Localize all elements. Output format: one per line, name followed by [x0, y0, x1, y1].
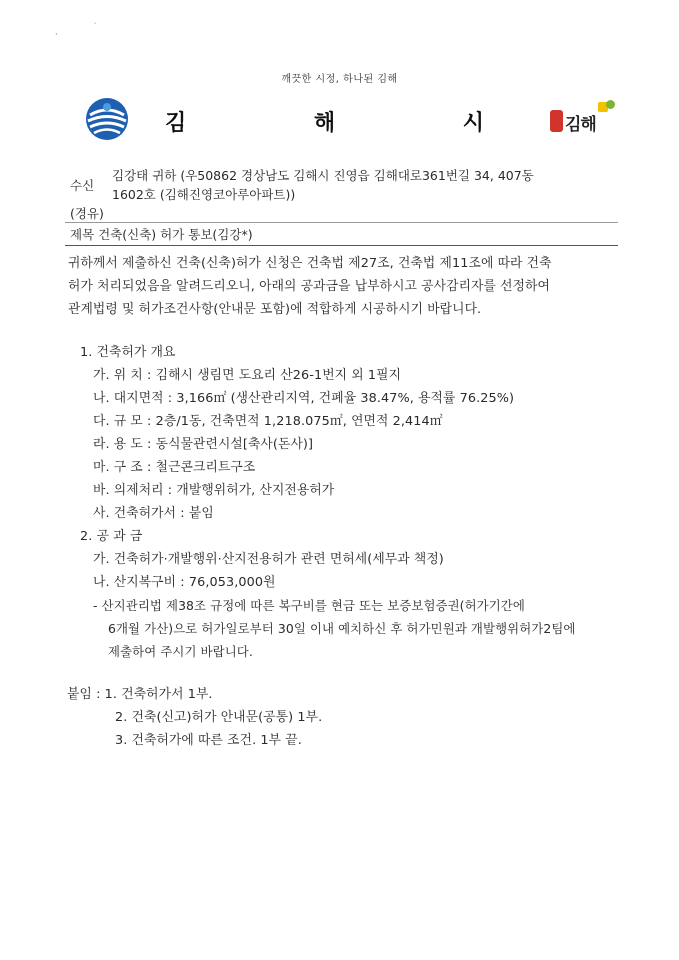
- overview-item: 라. 용 도 : 동식물관련시설[축사(돈사)]: [93, 437, 314, 452]
- intro-line: 허가 처리되었음을 알려드리오니, 아래의 공과금을 납부하시고 공사감리자를 선정하여: [68, 279, 550, 294]
- section-heading: 2. 공 과 금: [80, 529, 143, 544]
- overview-item: 마. 구 조 : 철근콘크리트구조: [93, 460, 256, 475]
- brand-logo-red-mark: [550, 110, 563, 132]
- recipient-line-2: 1602호 (김해진영코아루아파트)): [112, 187, 296, 202]
- intro-line: 관계법령 및 허가조건사항(안내문 포함)에 적합하게 시공하시기 바랍니다.: [68, 302, 482, 317]
- fee-note-line: 제출하여 주시기 바랍니다.: [108, 644, 253, 659]
- divider: [65, 245, 618, 246]
- recipient-label: 수신: [70, 178, 95, 193]
- overview-item: 사. 건축허가서 : 붙임: [93, 506, 214, 521]
- via-label: (경유): [70, 206, 104, 221]
- brand-logo-text: 김해: [565, 115, 596, 135]
- scan-dot: ·: [55, 30, 58, 39]
- fee-item: 나. 산지복구비 : 76,053,000원: [93, 575, 276, 590]
- scan-dot: ˙: [93, 22, 97, 31]
- overview-item: 바. 의제처리 : 개발행위허가, 산지전용허가: [93, 483, 335, 498]
- intro-line: 귀하께서 제출하신 건축(신축)허가 신청은 건축법 제27조, 건축법 제11조에 따라 건축: [68, 256, 552, 271]
- brand-logo: [550, 100, 620, 140]
- fee-note-line: 6개월 가산)으로 허가일로부터 30일 이내 예치하신 후 허가민원과 개발행위허가2팀에: [108, 621, 576, 636]
- fee-item: 가. 건축허가·개발행위·산지전용허가 관련 면허세(세무과 책정): [93, 552, 444, 567]
- org-title: 김 해 시: [164, 111, 545, 136]
- section-heading: 1. 건축허가 개요: [80, 345, 176, 360]
- attachment-line: 3. 건축허가에 따른 조건. 1부 끝.: [115, 733, 302, 748]
- divider: [65, 222, 618, 223]
- overview-item: 나. 대지면적 : 3,166㎡ (생산관리지역, 건폐율 38.47%, 용적률 76.25%): [93, 391, 515, 406]
- recipient-line-1: 김강태 귀하 (우50862 경상남도 김해시 진영읍 김해대로361번길 34, 407동: [112, 168, 534, 183]
- fee-note-line: - 산지관리법 제38조 규정에 따른 복구비를 현금 또는 보증보험증권(허가기간에: [93, 598, 525, 613]
- subject: 제목 건축(신축) 허가 통보(김강*): [70, 227, 253, 242]
- slogan: 깨끗한 시정, 하나된 김해: [281, 74, 398, 85]
- overview-item: 가. 위 치 : 김해시 생림면 도요리 산26-1번지 외 1필지: [93, 368, 402, 383]
- brand-logo-green-mark: [606, 100, 615, 109]
- attachment-line: 붙임 : 1. 건축허가서 1부.: [67, 687, 213, 702]
- attachment-line: 2. 건축(신고)허가 안내문(공통) 1부.: [115, 710, 323, 725]
- overview-item: 다. 규 모 : 2층/1동, 건축면적 1,218.075㎡, 연면적 2,414㎡: [93, 414, 443, 429]
